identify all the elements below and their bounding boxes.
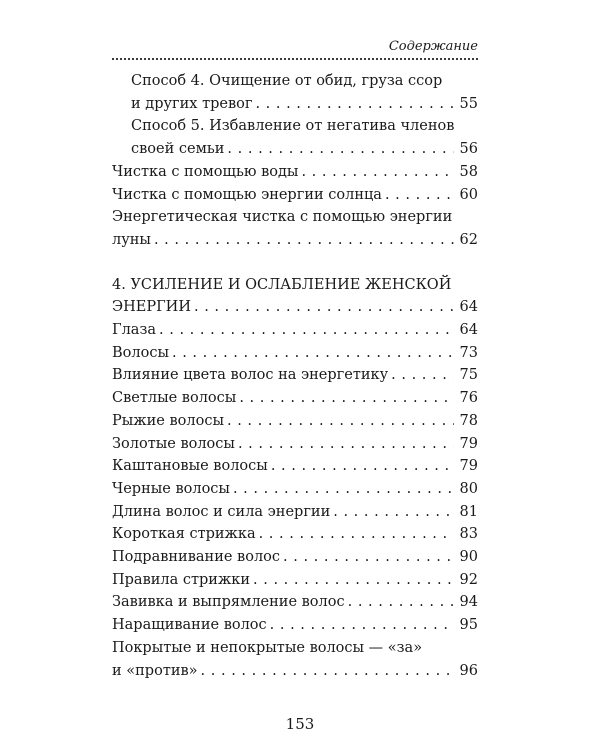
table-of-contents bbox=[112, 70, 478, 682]
toc-entry-line: Энергетическая чистка с помощью энергии bbox=[112, 209, 453, 226]
header-dotted-rule bbox=[112, 58, 478, 60]
dot-leader bbox=[253, 569, 454, 592]
toc-entry-title: Завивка и выпрямление волос bbox=[112, 594, 345, 611]
toc-entry[interactable] bbox=[112, 342, 478, 365]
toc-entry[interactable] bbox=[112, 184, 478, 207]
toc-entry-title: и других тревог bbox=[131, 95, 253, 112]
chapter-title-line: 4. УСИЛЕНИЕ И ОСЛАБЛЕНИЕ ЖЕНСКОЙ bbox=[112, 276, 452, 293]
toc-entry-title: Глаза bbox=[112, 322, 157, 339]
toc-page-number: 62 bbox=[459, 231, 478, 248]
dot-leader bbox=[391, 364, 454, 387]
dot-leader bbox=[239, 387, 454, 410]
toc-entry-title: Длина волос и сила энергии bbox=[112, 503, 331, 520]
toc-chapter-heading[interactable] bbox=[112, 274, 478, 319]
toc-entry[interactable] bbox=[112, 591, 478, 614]
toc-page-number: 64 bbox=[459, 322, 478, 339]
toc-entry[interactable] bbox=[112, 364, 478, 387]
toc-entry[interactable] bbox=[112, 455, 478, 478]
dot-leader bbox=[233, 478, 454, 501]
toc-page-number: 96 bbox=[459, 662, 478, 679]
dot-leader bbox=[154, 229, 454, 252]
toc-entry[interactable] bbox=[112, 70, 478, 115]
dot-leader bbox=[333, 501, 454, 524]
toc-entry[interactable] bbox=[112, 115, 478, 160]
dot-leader bbox=[385, 184, 454, 207]
dot-leader bbox=[270, 614, 454, 637]
dot-leader bbox=[348, 591, 454, 614]
chapter-title-last: ЭНЕРГИИ bbox=[112, 299, 191, 316]
dot-leader bbox=[172, 342, 454, 365]
toc-page-number: 78 bbox=[459, 412, 478, 429]
toc-entry-title: Влияние цвета волос на энергетику bbox=[112, 367, 389, 384]
toc-page-number: 94 bbox=[459, 594, 478, 611]
toc-entry[interactable] bbox=[112, 501, 478, 524]
dot-leader bbox=[159, 319, 454, 342]
toc-page-number: 83 bbox=[459, 526, 478, 543]
toc-entry-title: Короткая стрижка bbox=[112, 526, 256, 543]
toc-entry-title: Светлые волосы bbox=[112, 390, 237, 407]
dot-leader bbox=[238, 433, 454, 456]
toc-entry-title: Рыжие волосы bbox=[112, 412, 224, 429]
toc-entry-title: и «против» bbox=[112, 662, 198, 679]
toc-entry-title: Каштановые волосы bbox=[112, 458, 268, 475]
toc-page-number: 73 bbox=[459, 344, 478, 361]
dot-leader bbox=[259, 523, 454, 546]
toc-entry[interactable] bbox=[112, 546, 478, 569]
toc-page-number: 92 bbox=[459, 571, 478, 588]
section-gap bbox=[112, 252, 478, 274]
toc-entry[interactable] bbox=[112, 614, 478, 637]
toc-page-number: 60 bbox=[459, 186, 478, 203]
toc-entry[interactable] bbox=[112, 637, 478, 682]
toc-entry-title: Черные волосы bbox=[112, 480, 230, 497]
toc-entry[interactable] bbox=[112, 387, 478, 410]
dot-leader bbox=[227, 138, 454, 161]
toc-entry[interactable] bbox=[112, 161, 478, 184]
toc-page-number: 90 bbox=[459, 549, 478, 566]
toc-page-number: 80 bbox=[459, 480, 478, 497]
toc-entry-title: Золотые волосы bbox=[112, 435, 235, 452]
toc-entry-title: Правила стрижки bbox=[112, 571, 251, 588]
toc-page-number: 56 bbox=[459, 141, 478, 158]
dot-leader bbox=[227, 410, 454, 433]
toc-entry-line: Способ 4. Очищение от обид, груза ссор bbox=[131, 73, 443, 89]
toc-entry-title: своей семьи bbox=[131, 141, 225, 158]
toc-entry[interactable] bbox=[112, 206, 478, 251]
toc-entry[interactable] bbox=[112, 433, 478, 456]
page-number-footer: 153 bbox=[285, 715, 315, 733]
toc-entry-title: луны bbox=[112, 231, 151, 248]
toc-page-number: 75 bbox=[459, 367, 478, 384]
toc-page-number: 64 bbox=[459, 299, 478, 316]
toc-entry[interactable] bbox=[112, 569, 478, 592]
dot-leader bbox=[271, 455, 454, 478]
toc-entry-title: Наращивание волос bbox=[112, 617, 267, 634]
dot-leader bbox=[194, 296, 454, 319]
toc-entry-line: Способ 5. Избавление от негатива членов bbox=[131, 118, 455, 135]
toc-entry[interactable] bbox=[112, 410, 478, 433]
toc-entry-title: Чистка с помощью воды bbox=[112, 163, 299, 180]
toc-page-number: 58 bbox=[459, 163, 478, 180]
running-header: Содержание bbox=[388, 39, 478, 54]
toc-page-number: 79 bbox=[459, 435, 478, 452]
toc-page-number: 76 bbox=[459, 390, 478, 407]
toc-entry[interactable] bbox=[112, 523, 478, 546]
dot-leader bbox=[255, 93, 454, 116]
toc-page-number: 81 bbox=[459, 503, 478, 520]
toc-entry-title: Волосы bbox=[112, 344, 169, 361]
toc-entry-line: Покрытые и непокрытые волосы — «за» bbox=[112, 639, 423, 656]
dot-leader bbox=[283, 546, 454, 569]
toc-page-number: 79 bbox=[459, 458, 478, 475]
toc-page-number: 95 bbox=[459, 617, 478, 634]
toc-entry-title: Чистка с помощью энергии солнца bbox=[112, 186, 382, 203]
toc-entry[interactable] bbox=[112, 478, 478, 501]
toc-page-number: 55 bbox=[459, 95, 478, 112]
toc-entry-title: Подравнивание волос bbox=[112, 549, 281, 566]
toc-entry[interactable] bbox=[112, 319, 478, 342]
dot-leader bbox=[301, 161, 454, 184]
dot-leader bbox=[201, 660, 454, 683]
